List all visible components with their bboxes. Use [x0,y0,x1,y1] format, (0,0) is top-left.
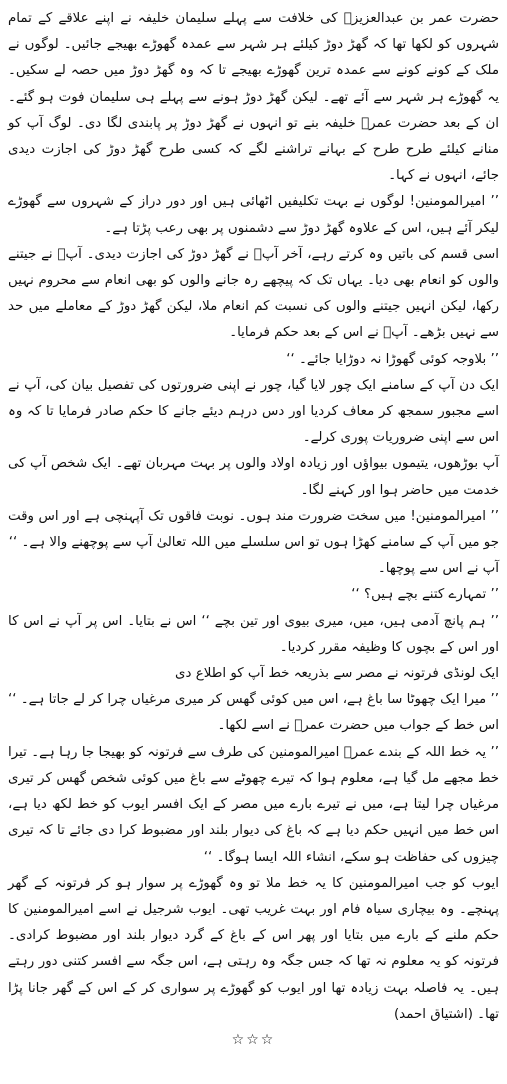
paragraph-13-caliph-reply: ’’ یہ خط اللہ کے بندے عمرؒ امیرالمومنین کی طرف سے فرتونہ کو بھیجا جا رہا ہے۔ تیرا خط مجھے مل گیا ہے، معلوم ہوا کہ تیرے چھوٹے سے باغ میں کوئی شخص گھس کر تیری مرغیاں چرا لیتا ہے، میں نے تیرے بارے میں مصر کے ایک افسر ایوب کو خط لکھ دیا ہے، اس خط میں انہیں حکم دیا ہے کہ باغ کی دیوار بلند اور مضبوط کرا دی جائے تا کہ تیری چیزوں کی حفاظت ہو سکے، انشاء اللہ ایسا ہوگا۔ ‘‘ [8,744,499,865]
end-ornament-stars: ☆☆☆ [231,1031,276,1048]
paragraph-6-kindness: آپ بوڑھوں، یتیموں بیواؤں اور زیادہ اولاد والوں پر بہت مہربان تھے۔ ایک شخص آپ کی خدمت میں حاضر ہوا اور کہنے لگا۔ [8,456,499,498]
paragraph-3-race-permission: اسی قسم کی باتیں وہ کرتے رہے، آخر آپؒ نے گھڑ دوڑ کی اجازت دیدی۔ آپؒ نے جیتنے والوں کو انعام بھی دیا۔ یہاں تک کہ پیچھے رہ جانے والوں کو بھی انعام سے محروم نہیں رکھا، لیکن انہیں جیتنے والوں کی نسبت کم انعام ملا، لیکن گھڑ دوڑ کے معاملے میں حد سے نہیں بڑھے۔ آپؒ نے اس کے بعد حکم فرمایا۔ [8,246,499,341]
paragraph-1-intro: حضرت عمر بن عبدالعزیزؒ کی خلافت سے پہلے سلیمان خلیفہ نے اپنے علاقے کے تمام شہروں کو لکھا تھا کہ گھڑ دوڑ کیلئے ہر شہر سے عمدہ گھوڑے بھیجے جائیں۔ لوگوں نے ملک کے کونے کونے سے عمدہ ترین گھوڑے بھیجے تا کہ وہ گھڑ دوڑ میں حصہ لے سکیں۔ یہ گھوڑے ہر شہر سے آئے تھے۔ لیکن گھڑ دوڑ ہونے سے پہلے ہی سلیمان فوت ہو گئے۔ ان کے بعد حضرت عمرؒ خلیفہ بنے تو انہوں نے گھڑ دوڑ پر پابندی لگا دی۔ لوگ آپ کو منانے کیلئے طرح طرح کے بہانے تراشنے لگے کہ کسی طرح گھڑ دوڑ کی اجازت دیدی جائے، انہوں نے کہا۔ [8,11,499,184]
paragraph-7-needy-man: ’’ امیرالمومنین! میں سخت ضرورت مند ہوں۔ نوبت فاقوں تک آپہنچی ہے اور اس وقت جو میں آپ کے سامنے کھڑا ہوں تو اس سلسلے میں اللہ تعالیٰ آپ سے پوچھنے والا ہے۔ ‘‘ [8,508,499,551]
paragraph-11-maid-letter: ایک لونڈی فرتونہ نے مصر سے بذریعہ خط آپ کو اطلاع دی [175,666,499,682]
paragraph-4-order: ’’ بلاوجہ کوئی گھوڑا نہ دوڑایا جائے۔ ‘‘ [286,351,499,367]
paragraph-8-question: آپ نے اس سے پوچھا۔ [377,561,499,577]
paragraph-5-thief: ایک دن آپ کے سامنے ایک چور لایا گیا، چور نے اپنی ضرورتوں کی تفصیل بیان کی، آپ نے اسے مجبور سمجھ کر معاف کردیا اور دس درہم دیئے جانے کا حکم صادر فرمایا تا کہ وہ اس سے اپنی ضروریات پوری کرلے۔ [8,377,499,446]
paragraph-12-maid-complaint: ’’ میرا ایک چھوٹا سا باغ ہے، اس میں کوئی گھس کر میری مرغیاں چرا کر لے جاتا ہے۔ ‘‘ اس خط کے جواب میں حضرت عمرؒ نے اسے لکھا۔ [8,692,499,734]
paragraph-2-people-plea: ’’ امیرالمومنین! لوگوں نے بہت تکلیفیں اٹھائی ہیں اور دور دراز کے شہروں سے گھوڑے لیکر آئے ہیں، اس کے علاوہ گھڑ دوڑ سے دشمنوں پر بھی رعب پڑتا ہے۔ [8,194,499,236]
paragraph-10-answer: ’’ ہم پانچ آدمی ہیں، میں، میری بیوی اور تین بچے ‘‘ اس نے بتایا۔ اس پر آپ نے اس کا اور اس کے بچوں کا وظیفہ مقرر کردیا۔ [8,613,499,655]
paragraph-14-conclusion: ایوب کو جب امیرالمومنین کا یہ خط ملا تو وہ گھوڑے پر سوار ہو کر فرتونہ کے گھر پہنچے۔ وہ بیچاری سیاہ فام اور بہت غریب تھی۔ ایوب شرجیل نے اسے امیرالمومنین کا حکم ملنے کے بارے میں بتایا اور پھر اس کے باغ کے گرد دیوار بلند اور مضبوط کرادی۔ فرتونہ کو یہ معلوم نہ تھا کہ جس جگہ وہ رہتی ہے، اس جگہ سے افسر کتنی دور رہتے ہیں۔ یہ فاصلہ بہت زیادہ تھا اور ایوب کو گھوڑے پر سواری کر کے اس کے گھر جانا پڑا تھا۔ (اشتیاق احمد) [8,875,499,1022]
paragraph-9-children-question: ’’ تمہارے کتنے بچے ہیں؟ ‘‘ [351,587,499,603]
